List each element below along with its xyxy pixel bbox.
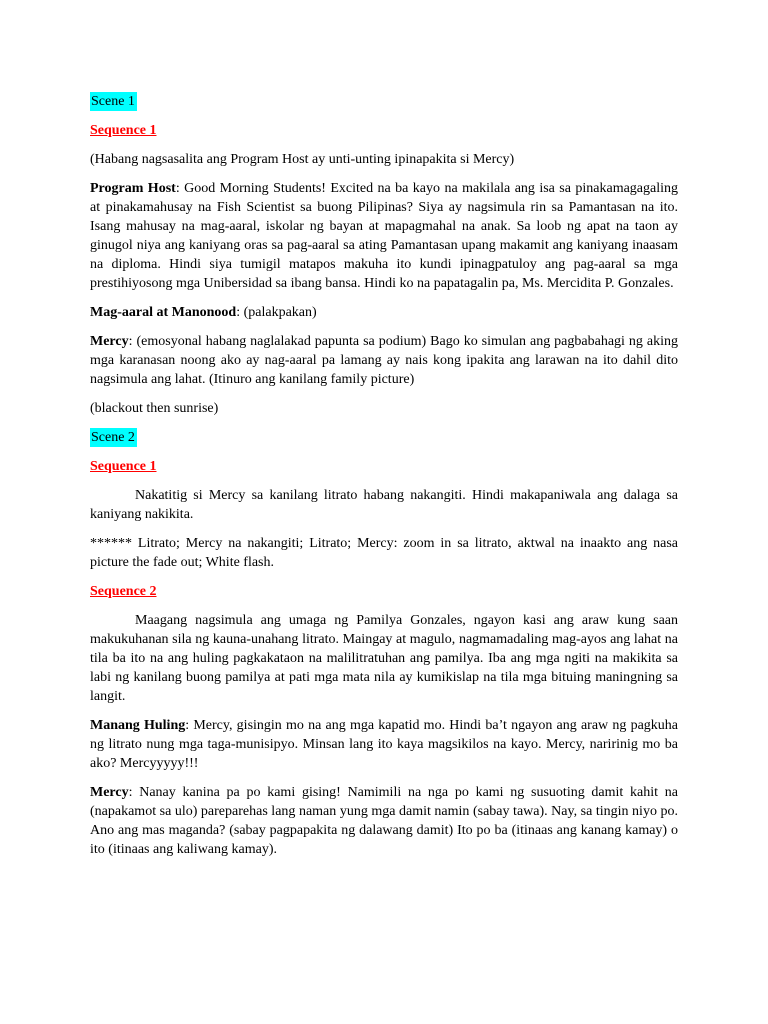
dialogue-mercy [90, 783, 678, 859]
speaker-name: Mercy [90, 785, 129, 800]
shot-notes: ****** Litrato; Mercy na nakangiti; Litrato; Mercy: zoom in sa litrato, aktwal na inaakto ang nasa picture the fade out; White flash. [90, 536, 678, 570]
sequence-heading-2 [90, 582, 678, 601]
sequence-label: Sequence 2 [90, 584, 157, 599]
dialogue-program-host [90, 179, 678, 293]
sequence-label: Sequence 1 [90, 123, 157, 138]
sequence-heading-1 [90, 457, 678, 476]
speaker-name: Mag-aaral at Manonood [90, 305, 237, 320]
dialogue-text: : Nanay kanina pa po kami gising! Namimili na nga po kami ng susuoting damit kahit na (napakamot sa ulo) pareparehas lang naman yung mga damit namin (sabay tawa). Nay, sa tingin niyo po. Ano ang mas maganda? (sabay pagpapakita ng dalawang damit) Ito po ba (itinaas ang kanang kamay) o ito (itinaas ang kaliwang kamay). [90, 785, 678, 857]
scene-label: Scene 2 [91, 430, 135, 445]
dialogue-manang-huling [90, 716, 678, 773]
dialogue-mercy [90, 332, 678, 389]
speaker-name: Mercy [90, 334, 129, 349]
sequence-label: Sequence 1 [90, 459, 157, 474]
script-body [90, 92, 678, 869]
narration-paragraph: Nakatitig si Mercy sa kanilang litrato habang nakangiti. Hindi makapaniwala ang dalaga sa kaniyang nakikita. [90, 488, 678, 522]
speaker-name: Manang Huling [90, 718, 186, 733]
scene-heading-1 [90, 92, 678, 111]
stage-direction: (Habang nagsasalita ang Program Host ay unti-unting ipinapakita si Mercy) [90, 152, 515, 167]
sequence-heading-1 [90, 121, 678, 140]
dialogue-text: : Good Morning Students! Excited na ba kayo na makilala ang isa sa pinakamagagaling at pinakamahusay na Fish Scientist sa buong Pilipinas? Siya ay nagsimula rin sa Pamantasan na ito. Isang mahusay na mag-aaral, iskolar ng bayan at mapagmahal na anak. Sa loob ng apat na taon ay ginugol niya ang kaniyang oras sa pag-aaral sa ating Pamantasan upang makamit ang kaniyang inaasam na diploma. Hindi siya tumigil matapos makuha ito kundi ipinagpatuloy ang pag-aaral sa mga prestihiyosong mga Unibersidad sa ibang bansa. Hindi ko na papatagalin pa, Ms. Mercidita P. Gonzales. [90, 181, 678, 291]
scene-label: Scene 1 [91, 94, 135, 109]
stage-direction: (blackout then sunrise) [90, 401, 219, 416]
dialogue-audience [90, 303, 678, 322]
dialogue-text: : Mercy, gisingin mo na ang mga kapatid mo. Hindi ba’t ngayon ang araw ng pagkuha ng litrato nung mga taga-munisipyo. Minsan lang ito kaya magsikilos na kayo. Mercy, naririnig mo ba ako? Mercyyyyy!!! [90, 718, 678, 771]
speaker-name: Program Host [90, 181, 176, 196]
dialogue-text: : (emosyonal habang naglalakad papunta sa podium) Bago ko simulan ang pagbabahagi ng aking mga karanasan noong ako ay nag-aaral pa lamang ay nais kong ipakita ang larawan na ito dahil dito nagsimula ang lahat. (Itinuro ang kanilang family picture) [90, 334, 678, 387]
dialogue-text: : (palakpakan) [236, 305, 317, 320]
narration-paragraph: Maagang nagsimula ang umaga ng Pamilya Gonzales, ngayon kasi ang araw kung saan makukuhanan sila ng kauna-unahang litrato. Maingay at magulo, nagmamadaling mag-ayos ang lahat na tila ba ito na ang huling pagkakataon na malilitratuhan ang pamilya. Iba ang mga ngiti na makikita sa labi ng kanilang buong pamilya at pati mga mata nila ay kumikislap na tila mga bituing maningning sa langit. [90, 613, 678, 704]
scene-heading-2 [90, 428, 678, 447]
